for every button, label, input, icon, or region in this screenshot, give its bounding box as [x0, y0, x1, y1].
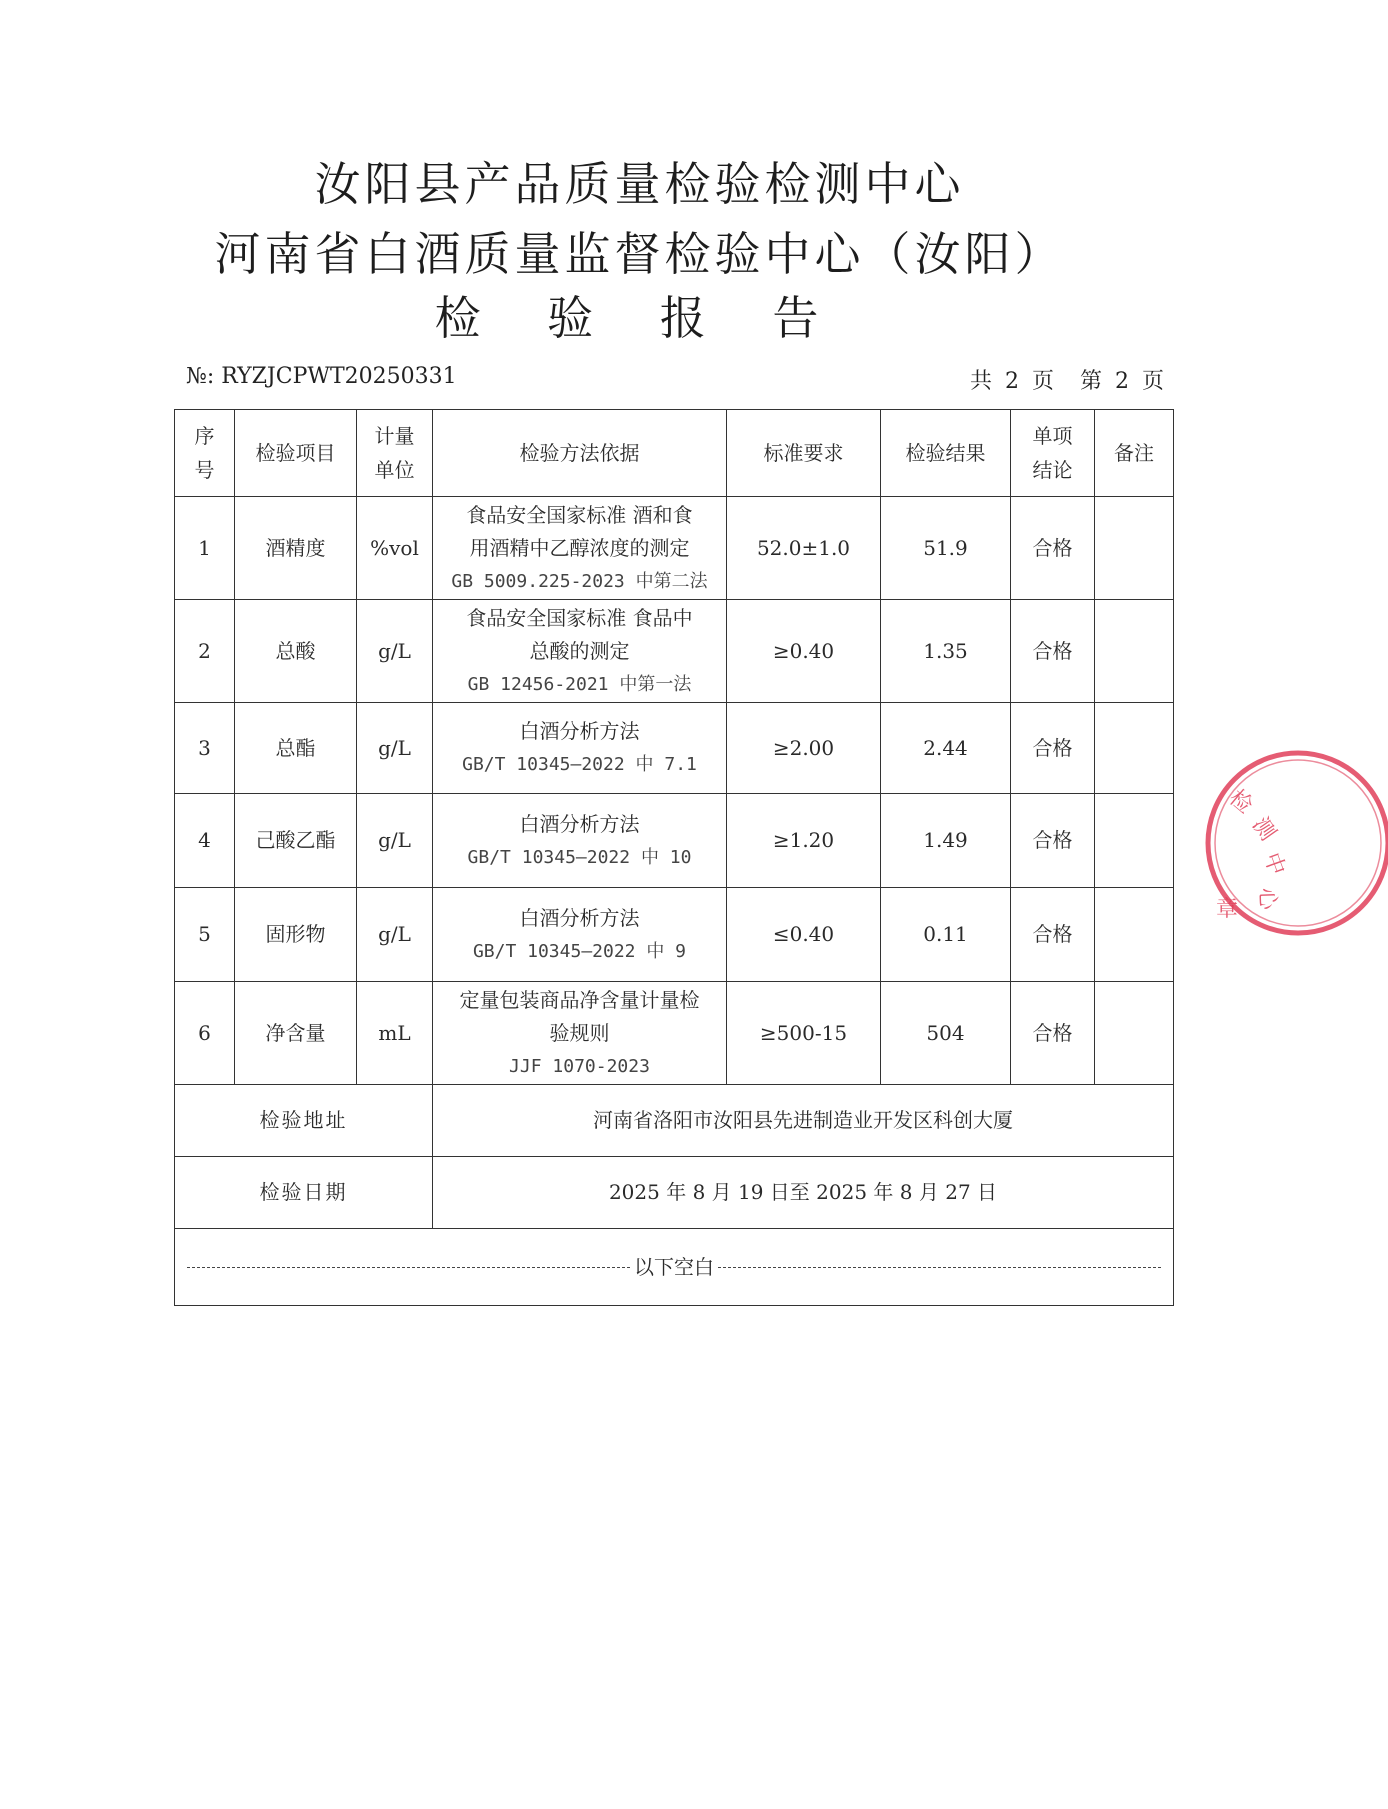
header-remark: 备注: [1095, 410, 1174, 497]
cell-item: 酒精度: [235, 497, 357, 600]
cell-method: 定量包装商品净含量计量检 验规则 JJF 1070-2023: [433, 982, 727, 1085]
dash-line-right: [718, 1267, 1161, 1268]
svg-text:心: 心: [1254, 887, 1280, 911]
cell-item: 固形物: [235, 888, 357, 982]
cell-standard: 52.0±1.0: [727, 497, 881, 600]
cell-unit: g/L: [357, 703, 433, 794]
current-page: 第 2 页: [1080, 369, 1164, 394]
date-value: 2025 年 8 月 19 日至 2025 年 8 月 27 日: [433, 1157, 1174, 1229]
cell-result: 504: [881, 982, 1011, 1085]
table-row: [175, 600, 1174, 703]
cell-method: 食品安全国家标准 酒和食 用酒精中乙醇浓度的测定 GB 5009.225-2023 中第二法: [433, 497, 727, 600]
cell-conclusion: 合格: [1011, 703, 1095, 794]
total-pages: 共 2 页: [970, 369, 1055, 394]
cell-standard: ≥2.00: [727, 703, 881, 794]
page-info: [970, 364, 1164, 395]
cell-result: 1.35: [881, 600, 1011, 703]
cell-result: 51.9: [881, 497, 1011, 600]
svg-text:检: 检: [1224, 785, 1258, 819]
cell-remark: [1095, 982, 1174, 1085]
cell-standard: ≥0.40: [727, 600, 881, 703]
report-number: №: RYZJCPWT20250331: [186, 364, 457, 389]
cell-standard: ≥500-15: [727, 982, 881, 1085]
cell-method: 食品安全国家标准 食品中 总酸的测定 GB 12456-2021 中第一法: [433, 600, 727, 703]
cell-unit: mL: [357, 982, 433, 1085]
cell-result: 1.49: [881, 794, 1011, 888]
cell-conclusion: 合格: [1011, 497, 1095, 600]
svg-text:章: 章: [1216, 897, 1239, 922]
cell-conclusion: 合格: [1011, 982, 1095, 1085]
cell-standard: ≥1.20: [727, 794, 881, 888]
cell-result: 0.11: [881, 888, 1011, 982]
cell-unit: g/L: [357, 600, 433, 703]
header-result: 检验结果: [881, 410, 1011, 497]
cell-item: 己酸乙酯: [235, 794, 357, 888]
official-seal-stamp: [1198, 738, 1388, 948]
table-row: [175, 982, 1174, 1085]
table-row: [175, 497, 1174, 600]
cell-method: 白酒分析方法 GB/T 10345—2022 中 7.1: [433, 703, 727, 794]
table-row: [175, 703, 1174, 794]
cell-conclusion: 合格: [1011, 888, 1095, 982]
cell-method: 白酒分析方法 GB/T 10345—2022 中 10: [433, 794, 727, 888]
svg-text:中: 中: [1258, 849, 1290, 879]
date-row: [175, 1157, 1174, 1229]
cell-seq: 1: [175, 497, 235, 600]
cell-item: 净含量: [235, 982, 357, 1085]
inspection-table: [174, 409, 1174, 1306]
header-method: 检验方法依据: [433, 410, 727, 497]
cell-result: 2.44: [881, 703, 1011, 794]
cell-item: 总酯: [235, 703, 357, 794]
cell-remark: [1095, 703, 1174, 794]
cell-seq: 5: [175, 888, 235, 982]
table-row: [175, 794, 1174, 888]
svg-text:测: 测: [1247, 813, 1281, 846]
address-label: 检验地址: [175, 1085, 433, 1157]
cell-remark: [1095, 497, 1174, 600]
cell-remark: [1095, 600, 1174, 703]
address-value: 河南省洛阳市汝阳县先进制造业开发区科创大厦: [433, 1085, 1174, 1157]
table-row: [175, 888, 1174, 982]
header-standard: 标准要求: [727, 410, 881, 497]
org-name-line1: 汝阳县产品质量检验检测中心: [314, 157, 965, 211]
date-label: 检验日期: [175, 1157, 433, 1229]
cell-unit: %vol: [357, 497, 433, 600]
cell-conclusion: 合格: [1011, 794, 1095, 888]
org-name-line2: 河南省白酒质量监督检验中心（汝阳）: [214, 227, 1065, 281]
address-row: [175, 1085, 1174, 1157]
table-header-row: [175, 410, 1174, 497]
cell-item: 总酸: [235, 600, 357, 703]
cell-unit: g/L: [357, 794, 433, 888]
cell-seq: 3: [175, 703, 235, 794]
header-unit: 计量 单位: [357, 410, 433, 497]
header-item: 检验项目: [235, 410, 357, 497]
blank-label: 以下空白: [634, 1254, 714, 1279]
header-conclusion: 单项 结论: [1011, 410, 1095, 497]
cell-remark: [1095, 794, 1174, 888]
cell-standard: ≤0.40: [727, 888, 881, 982]
blank-cell: [175, 1229, 1174, 1306]
cell-unit: g/L: [357, 888, 433, 982]
dash-line-left: [187, 1267, 630, 1268]
report-title: 检 验 报 告: [434, 291, 845, 345]
cell-seq: 2: [175, 600, 235, 703]
header-seq: 序 号: [175, 410, 235, 497]
cell-seq: 4: [175, 794, 235, 888]
cell-seq: 6: [175, 982, 235, 1085]
cell-conclusion: 合格: [1011, 600, 1095, 703]
blank-row: [175, 1229, 1174, 1306]
cell-remark: [1095, 888, 1174, 982]
cell-method: 白酒分析方法 GB/T 10345—2022 中 9: [433, 888, 727, 982]
